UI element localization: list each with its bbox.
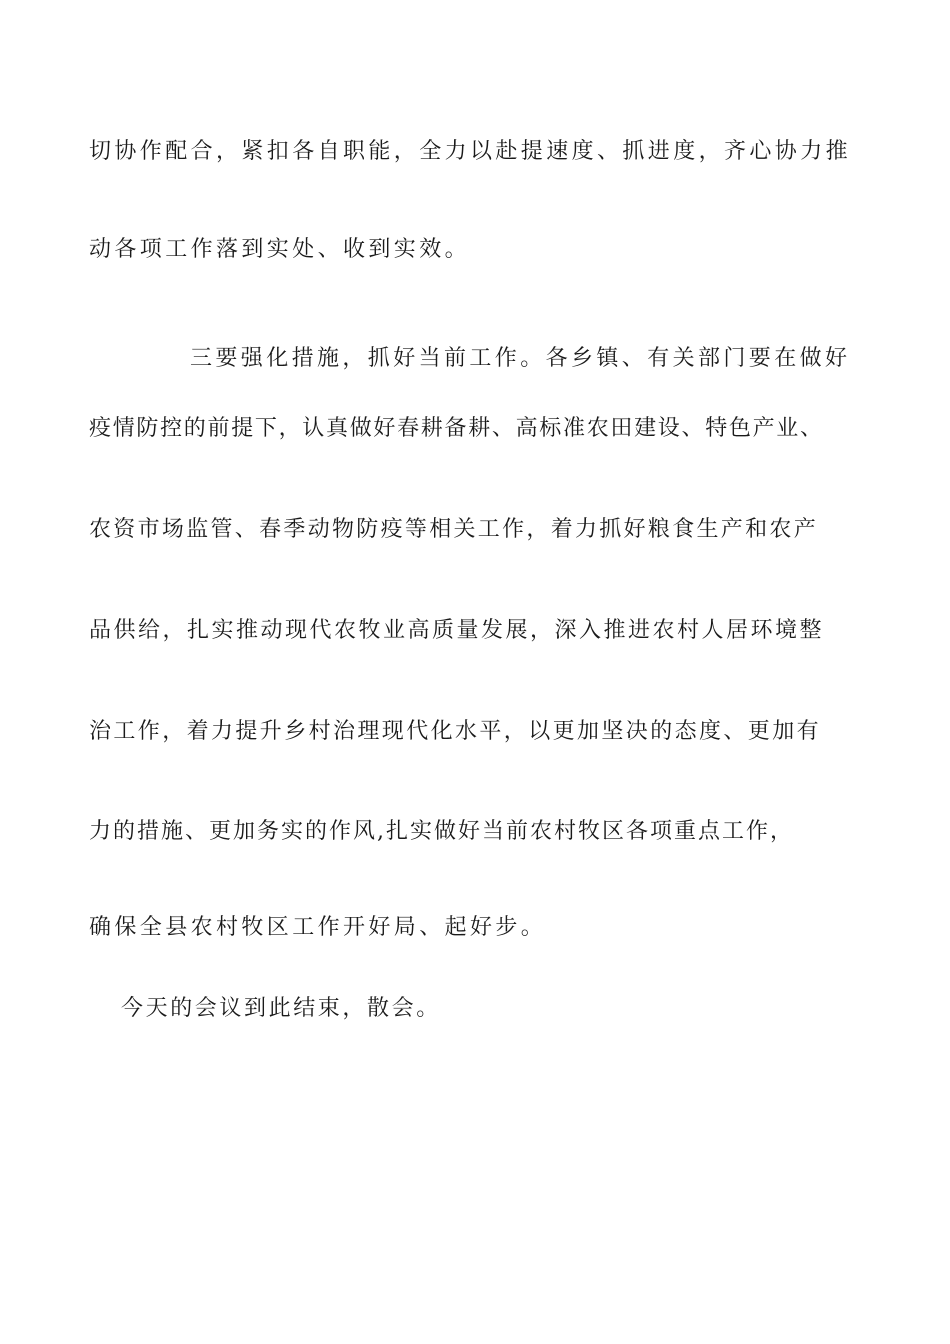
paragraph-line: 三要强化措施，抓好当前工作。各乡镇、有关部门要在做好 (190, 346, 851, 371)
paragraph-line: 确保全县农村牧区工作开好局、起好步。 (89, 915, 547, 940)
paragraph-line: 疫情防控的前提下，认真做好春耕备耕、高标准农田建设、特色产业、 (89, 416, 824, 441)
closing-line: 今天的会议到此结束，散会。 (121, 996, 441, 1021)
paragraph-line: 农资市场监管、春季动物防疫等相关工作，着力抓好粮食生产和农产 (89, 517, 819, 542)
paragraph-line: 动各项工作落到实处、收到实效。 (89, 237, 471, 262)
paragraph-line: 力的措施、更加务实的作风,扎实做好当前农村牧区各项重点工作， (89, 819, 794, 844)
paragraph-line: 品供给，扎实推动现代农牧业高质量发展，深入推进农村人居环境整 (89, 618, 825, 643)
paragraph-line: 治工作，着力提升乡村治理现代化水平，以更加坚决的态度、更加有 (89, 719, 822, 744)
paragraph-line: 切协作配合，紧扣各自职能，全力以赴提速度、抓进度，齐心协力推 (89, 139, 852, 164)
